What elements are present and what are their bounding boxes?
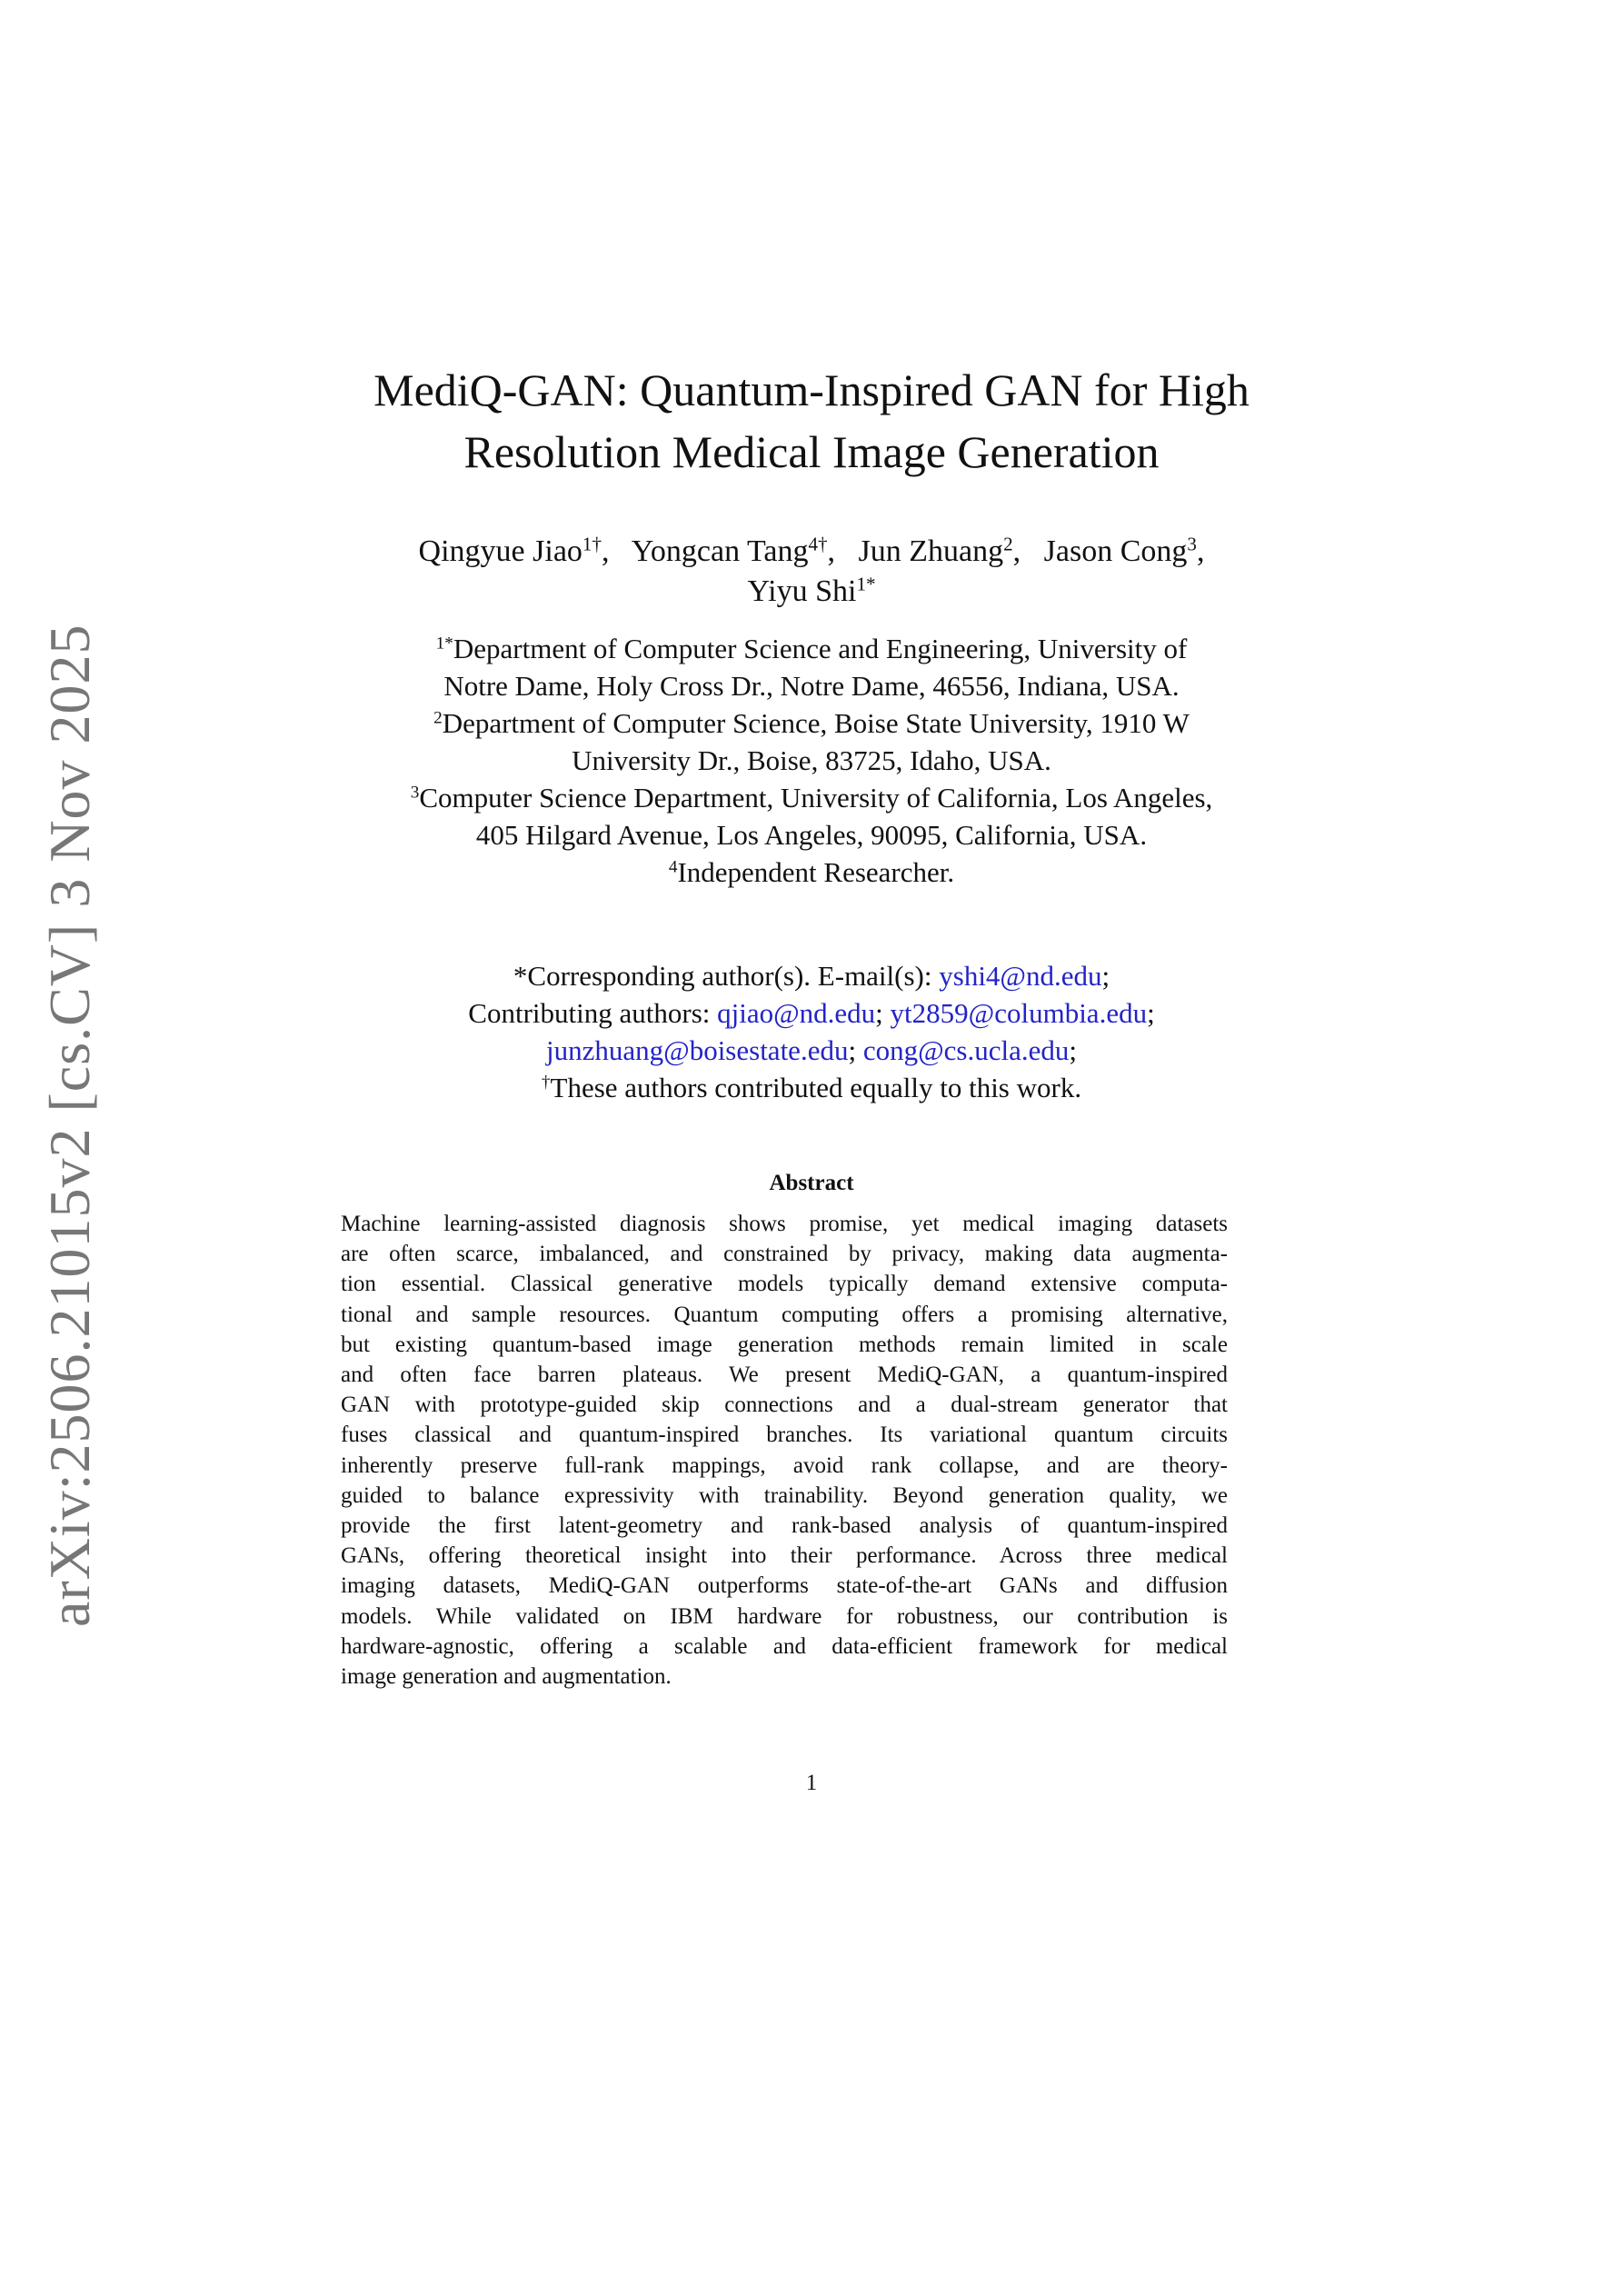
separator: , — [827, 534, 851, 568]
paper-title — [0, 359, 1623, 483]
abstract-line: GANs, offering theoretical insight into their performance. Across three medical — [341, 1543, 1228, 1569]
author-sup: 2 — [1003, 533, 1013, 555]
corr-label: *Corresponding author(s). E-mail(s): — [513, 960, 940, 992]
affil-sup: 4 — [668, 857, 678, 877]
author-name: Jun Zhuang — [858, 534, 1004, 568]
affil-line: Computer Science Department, University of California, Los Angeles, — [419, 782, 1213, 814]
affil-sup: 1* — [435, 634, 453, 654]
email-link[interactable]: yshi4@nd.edu — [939, 960, 1102, 992]
abstract-body — [341, 1209, 1228, 1692]
abstract-line: models. While validated on IBM hardware for robustness, our contribution is — [341, 1603, 1228, 1629]
separator: , — [1196, 534, 1205, 568]
email-link[interactable]: cong@cs.ucla.edu — [862, 1034, 1070, 1066]
abstract-line: tion essential. Classical generative models typically demand extensive computa- — [341, 1272, 1228, 1297]
author-sup: 3 — [1187, 533, 1197, 555]
email-link[interactable]: yt2859@columbia.edu — [890, 997, 1148, 1029]
abstract-line: GAN with prototype-guided skip connections and a dual-stream generator that — [341, 1393, 1228, 1418]
abstract-heading: Abstract — [769, 1171, 854, 1195]
abstract-line: image generation and augmentation. — [341, 1664, 672, 1690]
separator: , — [601, 534, 625, 568]
affil-line: Department of Computer Science, Boise State University, 1910 W — [442, 707, 1190, 739]
email-link[interactable]: qjiao@nd.edu — [717, 997, 876, 1029]
author-name: Jason Cong — [1043, 534, 1188, 568]
title-line-2: Resolution Medical Image Generation — [463, 426, 1160, 477]
equal-note: These authors contributed equally to this work. — [550, 1072, 1082, 1103]
abstract-line: and often face barren plateaus. We present MediQ-GAN, a quantum-inspired — [341, 1363, 1228, 1388]
contrib-label: Contributing authors: — [468, 997, 718, 1029]
abstract-line: tional and sample resources. Quantum computing offers a promising alternative, — [341, 1302, 1228, 1327]
abstract-line: are often scarce, imbalanced, and constrained by privacy, making data augmenta- — [341, 1242, 1228, 1267]
affil-line: 405 Hilgard Avenue, Los Angeles, 90095, California, USA. — [475, 819, 1148, 851]
separator: , — [1012, 534, 1037, 568]
arxiv-identifier: arXiv:2506.21015v2 [cs.CV] 3 Nov 2025 — [37, 624, 102, 1627]
page-number: 1 — [805, 1771, 818, 1795]
author-name: Yiyu Shi — [747, 574, 857, 608]
author-name: Yongcan Tang — [631, 534, 809, 568]
abstract-line: guided to balance expressivity with trainability. Beyond generation quality, we — [341, 1482, 1228, 1508]
affil-line: University Dr., Boise, 83725, Idaho, USA. — [572, 744, 1051, 776]
affil-line: Department of Computer Science and Engineering, University of — [453, 633, 1188, 664]
abstract-line: imaging datasets, MediQ-GAN outperforms state-of-the-art GANs and diffusion — [341, 1573, 1228, 1599]
title-line-1: MediQ-GAN: Quantum-Inspired GAN for High — [373, 364, 1250, 415]
author-sup: 1† — [582, 533, 602, 555]
email-link[interactable]: junzhuang@boisestate.edu — [546, 1034, 849, 1066]
abstract-line: but existing quantum-based image generation methods remain limited in scale — [341, 1332, 1228, 1357]
author-sup: 4† — [808, 533, 828, 555]
correspondence: *Corresponding author(s). E-mail(s): yshi4@nd.edu; Contributing authors: qjiao@nd.edu; yt2859@columbia.edu; junzhuang@boisestate.edu; cong@cs.ucla.edu; †These authors contributed equally to this work. — [468, 960, 1155, 1103]
abstract-line: Machine learning-assisted diagnosis shows promise, yet medical imaging datasets — [341, 1212, 1228, 1236]
abstract-line: hardware-agnostic, offering a scalable and data-efficient framework for medical — [341, 1633, 1228, 1659]
abstract-line: fuses classical and quantum-inspired branches. Its variational quantum circuits — [341, 1423, 1228, 1448]
affil-line: Notre Dame, Holy Cross Dr., Notre Dame, 46556, Indiana, USA. — [443, 670, 1180, 702]
author-name: Qingyue Jiao — [418, 534, 582, 568]
abstract-line: inherently preserve full-rank mappings, avoid rank collapse, and are theory- — [341, 1452, 1228, 1478]
equal-sup: † — [541, 1073, 551, 1093]
affil-sup: 3 — [410, 783, 420, 803]
affil-sup: 2 — [433, 708, 443, 728]
abstract-line: provide the first latent-geometry and rank-based analysis of quantum-inspired — [341, 1513, 1228, 1539]
affil-line: Independent Researcher. — [677, 856, 955, 888]
affiliations — [0, 630, 1623, 891]
author-sup: 1* — [856, 573, 876, 595]
author-list — [0, 532, 1623, 612]
